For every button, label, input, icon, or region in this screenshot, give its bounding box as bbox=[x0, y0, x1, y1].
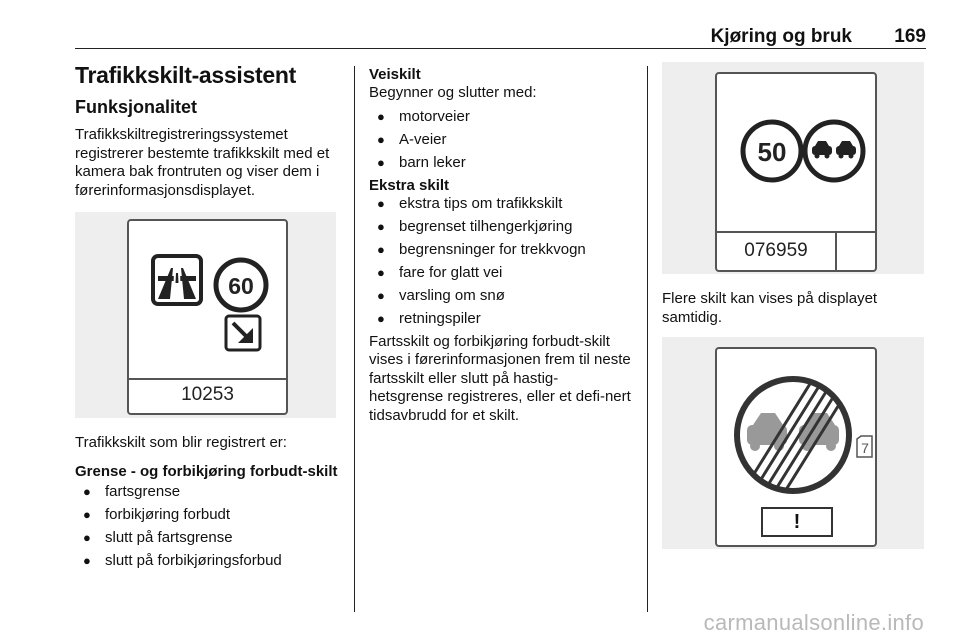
panel-divider bbox=[835, 231, 837, 270]
page-number: 169 bbox=[894, 26, 926, 47]
display-panel bbox=[715, 72, 877, 272]
section-heading: Funksjonalitet bbox=[75, 97, 198, 117]
list-item: ● slutt på forbikjøringsforbud bbox=[75, 552, 345, 571]
column-middle bbox=[369, 66, 631, 425]
group-intro: Begynner og slutter med: bbox=[369, 84, 537, 101]
road-sign-list bbox=[369, 108, 631, 173]
figure-caption: Trafikkskilt som blir registrert er: bbox=[75, 434, 287, 451]
list-item: ● ekstra tips om trafikkskilt bbox=[369, 195, 631, 214]
group-heading: Ekstra skilt bbox=[369, 176, 450, 194]
list-item: ● fare for glatt vei bbox=[369, 264, 631, 283]
list-item: ● slutt på fartsgrense bbox=[75, 529, 345, 548]
column-right bbox=[662, 62, 932, 549]
column-divider bbox=[354, 66, 355, 612]
panel-divider bbox=[129, 378, 286, 380]
end-of-no-overtaking-icon bbox=[717, 349, 875, 499]
warning-mark: ! bbox=[761, 507, 833, 537]
small-sign-icon bbox=[855, 435, 875, 461]
group-heading: Veiskilt bbox=[369, 66, 421, 83]
figure-1 bbox=[75, 212, 336, 418]
figure-3 bbox=[662, 337, 924, 549]
extra-sign-list bbox=[369, 195, 631, 329]
speed-value: 60 bbox=[228, 273, 254, 299]
panel-divider bbox=[717, 231, 875, 233]
display-panel bbox=[715, 347, 877, 547]
speed-limit-icon bbox=[737, 116, 807, 186]
figure-2 bbox=[662, 62, 924, 274]
sign-code: 10253 bbox=[181, 384, 234, 405]
list-item: ● fartsgrense bbox=[75, 483, 345, 502]
list-item: ● retningspiler bbox=[369, 310, 631, 329]
list-item: ● barn leker bbox=[369, 154, 631, 173]
group-heading: Grense - og forbikjøring forbudt-skilt bbox=[75, 462, 338, 480]
section-title: Kjøring og bruk bbox=[710, 26, 852, 47]
sign-code: 076959 bbox=[744, 240, 808, 261]
small-sign-number: 7 bbox=[861, 440, 869, 456]
column-divider bbox=[647, 66, 648, 612]
list-item: ● begrensninger for trekkvogn bbox=[369, 241, 631, 260]
list-item: ● forbikjøring forbudt bbox=[75, 506, 345, 525]
page-title: Trafikkskilt-assistent bbox=[75, 62, 296, 88]
list-item: ● A-veier bbox=[369, 131, 631, 150]
speed-value: 50 bbox=[757, 137, 787, 167]
sign-list bbox=[75, 483, 345, 571]
list-item: ● begrenset tilhengerkjøring bbox=[369, 218, 631, 237]
column-left bbox=[75, 62, 345, 575]
display-panel bbox=[127, 219, 288, 415]
page-header bbox=[75, 26, 926, 49]
speed-limit-icon bbox=[211, 255, 271, 315]
list-item: ● motorveier bbox=[369, 108, 631, 127]
watermark: carmanualsonline.info bbox=[703, 610, 924, 635]
body-paragraph: Fartsskilt og forbikjøring forbudt-skilt vises i førerinformasjonen frem til neste fartsskilt eller slutt på hastig-hetsgrense registreres, eller et defi-nert tidsavbrudd for et skilt. bbox=[369, 332, 631, 424]
figure-caption: Flere skilt kan vises på displayet samtidig. bbox=[662, 290, 878, 326]
no-overtaking-icon bbox=[799, 116, 869, 186]
intro-paragraph: Trafikkskiltregistreringssystemet registrerer bestemte trafikkskilt med et kamera bak frontruten og viser dem i førerinformasjonsdisplayet. bbox=[75, 126, 330, 199]
list-item: ● varsling om snø bbox=[369, 287, 631, 306]
direction-arrow-icon bbox=[223, 313, 263, 353]
